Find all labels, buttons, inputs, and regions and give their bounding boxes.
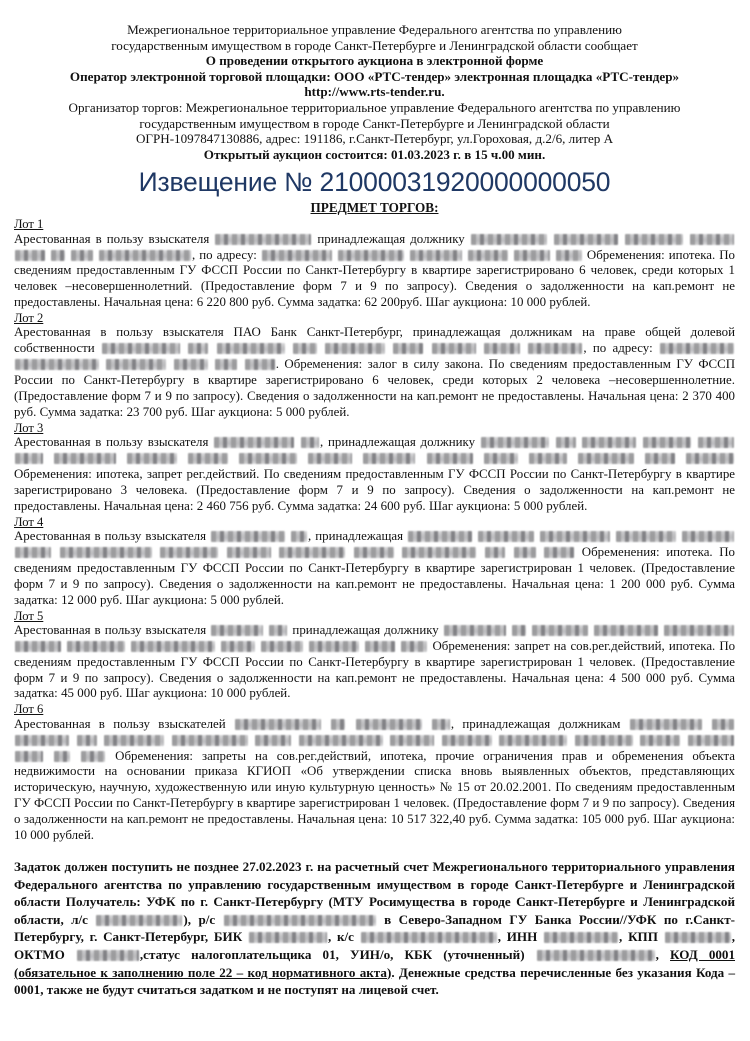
redaction-bar	[544, 547, 574, 558]
lot-text-claimant: Арестованная в пользу взыскателя	[14, 529, 207, 544]
redaction-bar	[556, 250, 582, 261]
deposit-text-3: в Северо-Западном ГУ Банка России//УФК по г.Санкт-Петербургу, г. Санкт-Петербург, БИК	[14, 911, 736, 945]
redaction-bar	[356, 719, 422, 730]
redaction-bar	[390, 735, 434, 746]
deposit-terms-paragraph	[14, 858, 735, 999]
redaction-bar	[15, 547, 51, 558]
redaction-bar	[60, 547, 152, 558]
redaction-bar	[99, 250, 191, 261]
redaction-bar	[688, 735, 734, 746]
redaction-bar	[338, 250, 404, 261]
redaction-bar	[308, 453, 352, 464]
redaction-bar	[664, 625, 734, 636]
redaction-bar	[77, 950, 139, 961]
redaction-bar	[686, 453, 734, 464]
redaction-bar	[261, 641, 303, 652]
lot-text-claimant: Арестованная в пользу взыскателя ПАО Банк Санкт-Петербург, принадлежащая должникам на праве общей долевой собственности	[14, 325, 735, 356]
redaction-bar	[427, 453, 473, 464]
redaction-bar	[660, 343, 734, 354]
redaction-bar	[625, 234, 683, 245]
header-auction-form: О проведении открытого аукциона в электронной форме	[205, 53, 544, 69]
subject-heading	[14, 200, 735, 215]
redaction-bar	[478, 531, 534, 542]
redaction-bar	[15, 751, 43, 762]
header-ogrn-address: ОГРН-1097847130886, адрес: 191186, г.Санкт-Петербург, ул.Гороховая, д.2/6, литер А	[135, 131, 614, 147]
redaction-bar	[393, 343, 423, 354]
header-auction-datetime: Открытый аукцион состоится: 01.03.2023 г. в 15 ч.00 мин.	[203, 146, 546, 162]
redaction-bar	[299, 735, 383, 746]
lot-label: Лот 4	[14, 514, 44, 529]
header-organizer-2: государственным имуществом в городе Санкт-Петербурге и Ленинградской области	[139, 115, 610, 131]
deposit-text-4: , к/с	[327, 929, 354, 945]
lot-text-address-label: , по адресу:	[583, 341, 653, 356]
lot-text-debtor: принадлежащая должнику	[292, 622, 439, 637]
lot-body	[14, 325, 735, 420]
lot-body	[14, 232, 735, 312]
lot-text-debtor: , принадлежащая должнику	[320, 435, 476, 450]
header-line-2: государственным имуществом в городе Санкт-Петербурге и Ленинградской области сообщает	[111, 37, 638, 53]
redaction-bar	[269, 625, 287, 636]
lot-text-details: Обременения: ипотека, запрет рег.действий. По сведениям предоставленным ГУ ФССП России по Санкт-Петербургу в квартире зарегистрировано 3 человека. (Предоставление форм 7 и 9 по запросу). Сведения о задолженности на кап.ремонт не предоставлены. Начальная цена: 2 460 756 руб. Сумма задатка: 24 600 руб. Шаг аукциона: 5 000 рублей.	[14, 467, 735, 513]
redaction-bar	[363, 453, 415, 464]
lot-text-claimant: Арестованная в пользу взыскателя	[14, 435, 209, 450]
lot-body	[14, 623, 735, 703]
redaction-bar	[578, 453, 634, 464]
lot-label: Лот 2	[14, 311, 44, 326]
redaction-bar	[484, 343, 520, 354]
redaction-bar	[239, 453, 297, 464]
redaction-bar	[245, 359, 275, 370]
redaction-bar	[514, 250, 550, 261]
redaction-bar	[15, 250, 45, 261]
redaction-bar	[481, 437, 549, 448]
redaction-bar	[401, 641, 427, 652]
redaction-bar	[211, 531, 285, 542]
lot-text-details: Обременения: запреты на сов.рег.действий, ипотека, прочие ограничения прав и обременения объекта недвижимости на основании приказа КГИОП «Об утверждении списка вновь выявленных объектов, представляющих историческую, научную, художественную или иную культурную ценность» № 15 от 20.02.2001. По сведениям предоставленным ГУ ФССП России по Санкт-Петербургу в квартире зарегистрирован 1 человек. (Предоставление форм 7 и 9 по запросу). Сведения о задолженности на кап.ремонт не предоставлены. Начальная цена: 10 517 322,40 руб. Сумма задатка: 105 000 руб. Шаг аукциона: 10 000 рублей.	[14, 748, 736, 843]
redaction-bar	[471, 234, 547, 245]
redaction-bar	[537, 950, 655, 961]
redaction-bar	[408, 531, 472, 542]
redaction-bar	[106, 359, 166, 370]
lot-label: Лот 3	[14, 420, 44, 435]
redaction-bar	[262, 250, 332, 261]
lot-text-details: Обременения: ипотека. По сведениям предоставленным ГУ ФССП России по Санкт-Петербургу в квартире зарегистрировано 6 человек, среди которых 1 человек –несовершеннолетний. (Предоставление форм 7 и 9 по запросу). Сведения о задолженности на кап.ремонт не предоставлены. Начальная цена: 6 220 800 руб. Сумма задатка: 62 200руб. Шаг аукциона: 10 000 рублей.	[14, 247, 735, 310]
redaction-bar	[174, 359, 208, 370]
redaction-bar	[81, 751, 105, 762]
lot-body	[14, 529, 735, 609]
lot-item	[14, 421, 735, 515]
lot-text-claimant: Арестованная в пользу взыскателей	[14, 716, 226, 731]
lot-text-details: . Обременения: залог в силу закона. По сведениям предоставленным ГУ ФССП России по Санкт-Петербургу в квартире зарегистрировано 6 человек, среди которых 2 человека –несовершеннолетние. (Предоставление форм 7 и 9 по запросу). Сведения о задолженности на кап.ремонт не предоставлены. Начальная цена: 2 370 400 руб. Сумма задатка: 23 700 руб. Шаг аукциона: 5 000 рублей.	[14, 357, 736, 419]
redaction-bar	[51, 250, 65, 261]
lot-label: Лот 6	[14, 702, 44, 717]
lot-text-debtor: принадлежащая должнику	[317, 231, 465, 246]
notice-number-title: Извещение № 21000031920000000050	[138, 167, 611, 198]
redaction-bar	[432, 719, 450, 730]
subject-heading-text: ПРЕДМЕТ ТОРГОВ:	[310, 200, 439, 216]
redaction-bar	[279, 547, 345, 558]
redaction-bar	[96, 915, 182, 926]
header-operator-url[interactable]: http://www.rts-tender.ru.	[304, 84, 445, 100]
lot-item	[14, 515, 735, 609]
redaction-bar	[77, 735, 97, 746]
redaction-bar	[215, 359, 237, 370]
redaction-bar	[331, 719, 345, 730]
redaction-bar	[484, 453, 518, 464]
redaction-bar	[131, 641, 215, 652]
redaction-bar	[160, 547, 218, 558]
deposit-code-requirement: КОД 0001 (обязательное к заполнению поле 22 – код нормативного акта)	[14, 946, 736, 980]
deposit-text-2: ), р/с	[183, 911, 216, 927]
redaction-bar	[499, 735, 567, 746]
redaction-bar	[221, 641, 255, 652]
redaction-bar	[402, 547, 476, 558]
redaction-bar	[468, 250, 508, 261]
redaction-bar	[594, 625, 658, 636]
lot-body	[14, 717, 735, 844]
redaction-bar	[293, 343, 317, 354]
redaction-bar	[485, 547, 505, 558]
lot-label: Лот 5	[14, 608, 44, 623]
redaction-bar	[354, 547, 394, 558]
lot-text-details: Обременения: ипотека. По сведениям предоставленным ГУ ФССП России по Санкт-Петербургу в квартире зарегистрирован 1 человек. (Предоставление форм 7 и 9 по запросу). Сведения о задолженности на кап.ремонт не предоставлены. Начальная цена: 1 200 000 руб. Сумма задатка: 12 000 руб. Шаг аукциона: 5 000 рублей.	[14, 544, 735, 607]
lot-text-details: Обременения: запрет на сов.рег.действий, ипотека. По сведениям предоставленным ГУ ФССП России по Санкт-Петербургу в квартире зарегистрирован 1 человек. (Предоставление форм 7 и 9 по запросу). Сведения о задолженности на кап.ремонт не предоставлены. Начальная цена: 4 500 000 руб. Сумма задатка: 45 000 руб. Шаг аукциона: 10 000 рублей.	[14, 638, 736, 701]
redaction-bar	[444, 625, 506, 636]
header-organizer-1: Организатор торгов: Межрегиональное территориальное управление Федерального агентства по управлению	[68, 99, 681, 115]
redaction-bar	[575, 735, 633, 746]
redaction-bar	[532, 625, 588, 636]
deposit-text-8: ,статус налогоплательщика 01, УИН/о, КБК (уточненный)	[139, 946, 525, 962]
redaction-bar	[188, 343, 208, 354]
header-operator: Оператор электронной торговой площадки: ООО «РТС-тендер» электронная площадка «РТС-тендер»	[69, 68, 680, 84]
lot-item	[14, 217, 735, 311]
redaction-bar	[188, 453, 228, 464]
redaction-bar	[255, 735, 291, 746]
lot-item	[14, 609, 735, 703]
redaction-bar	[544, 932, 618, 943]
deposit-text-5: , ИНН	[497, 929, 538, 945]
redaction-bar	[104, 735, 164, 746]
deposit-text-7: , ОКТМО	[14, 929, 735, 962]
redaction-bar	[301, 437, 319, 448]
lot-label: Лот 1	[14, 217, 44, 232]
redaction-bar	[690, 234, 734, 245]
redaction-bar	[54, 453, 116, 464]
redaction-bar	[224, 915, 376, 926]
redaction-bar	[309, 641, 359, 652]
redaction-bar	[15, 735, 69, 746]
redaction-bar	[554, 234, 618, 245]
redaction-bar	[211, 625, 263, 636]
redaction-bar	[582, 437, 636, 448]
redaction-bar	[102, 343, 180, 354]
deposit-text-1: Задаток должен поступить не позднее 27.02.2023 г. на расчетный счет Межрегионального территориального управления Федерального агентства по управлению государственным имуществом в городе Санкт-Петербурге и Ленинградской области Получатель: УФК по г. Санкт-Петербургу (МТУ Росимущества в городе Санкт-Петербурге и Ленинградской области, л/с	[14, 858, 735, 927]
redaction-bar	[712, 719, 734, 730]
redaction-bar	[432, 343, 476, 354]
redaction-bar	[172, 735, 248, 746]
redaction-bar	[616, 531, 676, 542]
lot-text-address-label: , по адресу:	[192, 247, 257, 262]
redaction-bar	[127, 453, 177, 464]
redaction-bar	[665, 932, 731, 943]
redaction-bar	[249, 932, 327, 943]
lot-text-owner: , принадлежащая	[308, 529, 404, 544]
lots-list	[14, 217, 735, 844]
redaction-bar	[15, 359, 99, 370]
redaction-bar	[643, 437, 691, 448]
redaction-bar	[410, 250, 462, 261]
lot-item	[14, 702, 735, 844]
lot-text-debtor: , принадлежащая должникам	[450, 716, 621, 731]
redaction-bar	[698, 437, 734, 448]
redaction-bar	[227, 547, 271, 558]
lot-text-claimant: Арестованная в пользу взыскателя	[14, 622, 207, 637]
redaction-bar	[528, 343, 582, 354]
deposit-text-9: ,	[655, 946, 659, 962]
redaction-bar	[556, 437, 576, 448]
redaction-bar	[15, 453, 43, 464]
redaction-bar	[235, 719, 321, 730]
redaction-bar	[54, 751, 70, 762]
redaction-bar	[325, 343, 385, 354]
redaction-bar	[645, 453, 675, 464]
redaction-bar	[214, 437, 294, 448]
redaction-bar	[291, 531, 307, 542]
redaction-bar	[217, 343, 285, 354]
redaction-bar	[514, 547, 536, 558]
redaction-bar	[512, 625, 526, 636]
redaction-bar	[630, 719, 702, 730]
redaction-bar	[540, 531, 610, 542]
header-line-1: Межрегиональное территориальное управление Федерального агентства по управлению	[127, 22, 622, 37]
document-header	[14, 22, 735, 162]
deposit-text-11: . Денежные средства перечисленные без указания Кода – 0001, также не будут считаться задатком и не поступят на лицевой счет.	[14, 964, 735, 998]
redaction-bar	[361, 932, 497, 943]
redaction-bar	[215, 234, 311, 245]
lot-body	[14, 435, 735, 515]
lot-text-claimant: Арестованная в пользу взыскателя	[14, 231, 210, 246]
redaction-bar	[442, 735, 492, 746]
redaction-bar	[71, 250, 93, 261]
redaction-bar	[529, 453, 567, 464]
redaction-bar	[15, 641, 61, 652]
redaction-bar	[365, 641, 395, 652]
redaction-bar	[640, 735, 680, 746]
redaction-bar	[67, 641, 125, 652]
deposit-text-6: , КПП	[619, 929, 658, 945]
redaction-bar	[682, 531, 734, 542]
lot-item	[14, 311, 735, 421]
